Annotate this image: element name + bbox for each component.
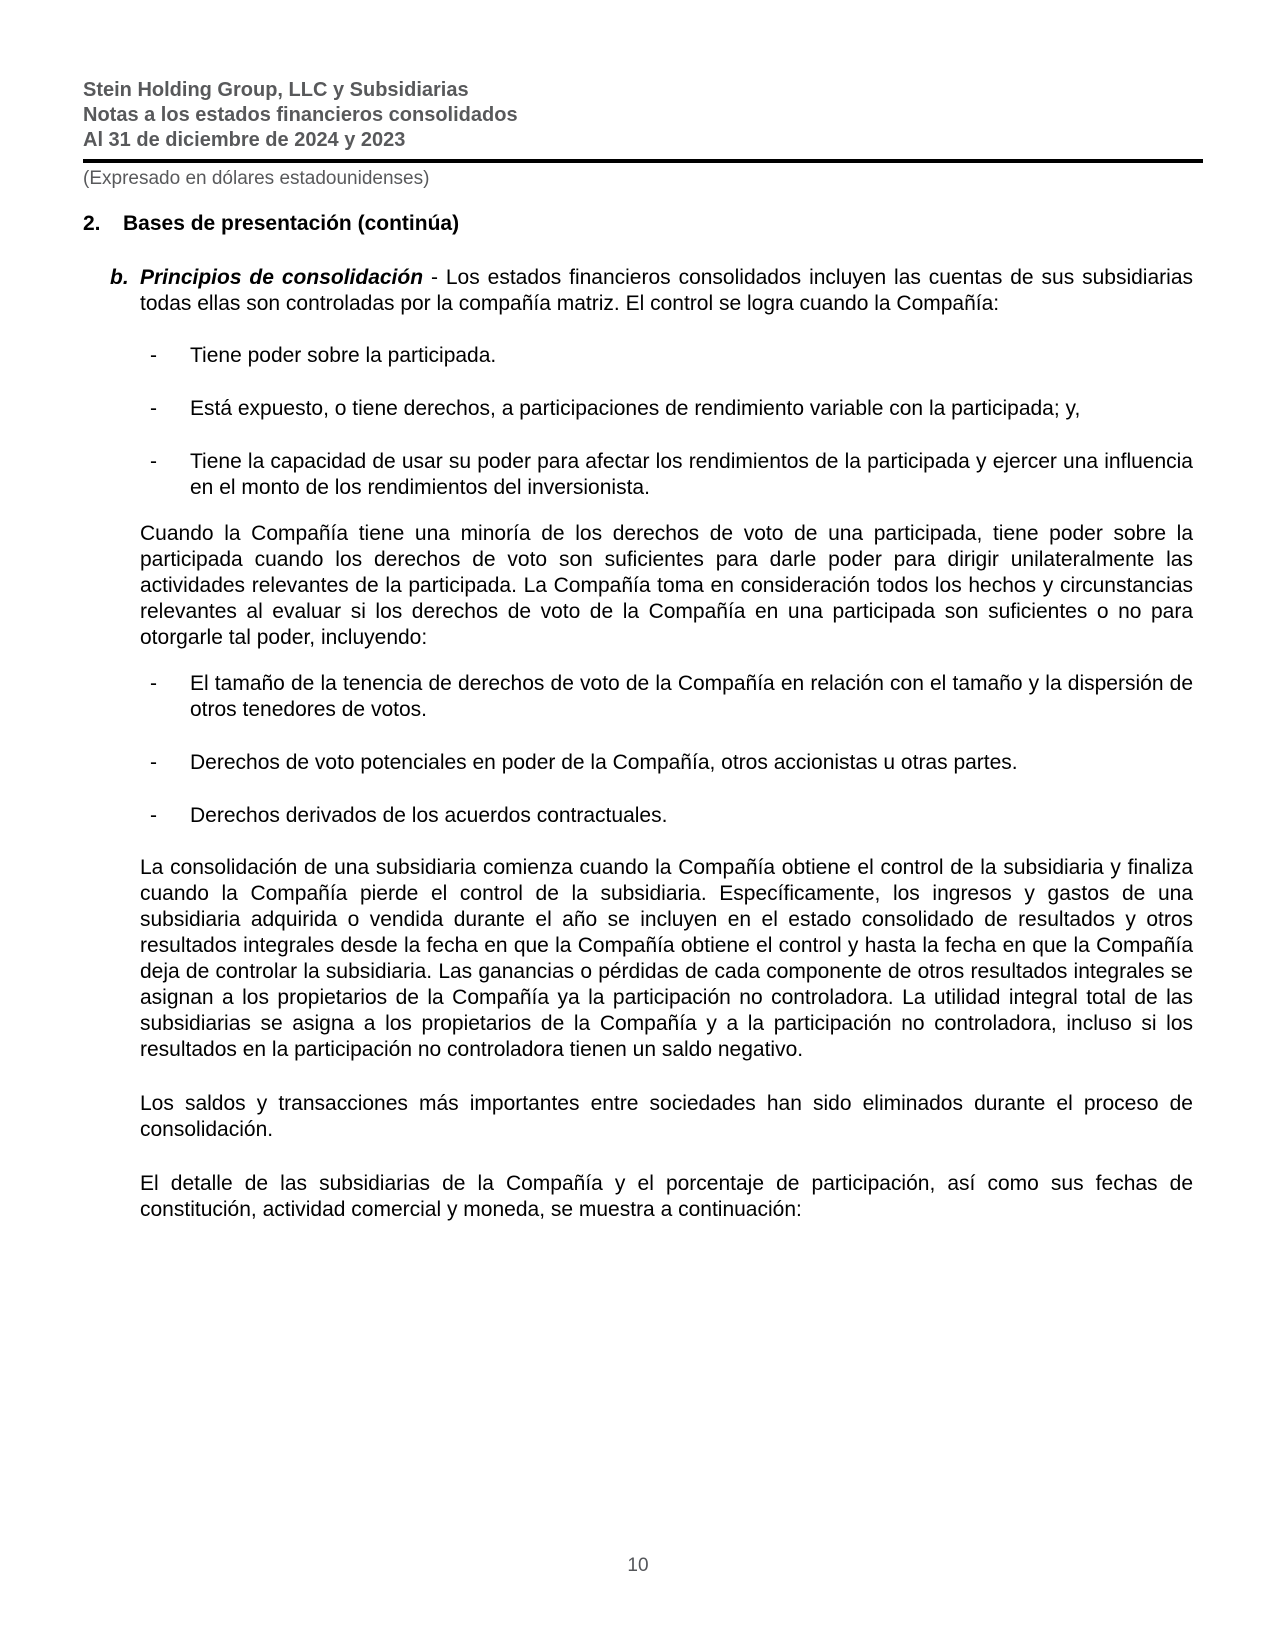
bullet-text: Tiene la capacidad de usar su poder para afectar los rendimientos de la participada y ejercer una influencia en el monto de los rendimientos del inversionista. bbox=[190, 450, 1193, 499]
item-paragraph bbox=[140, 265, 1193, 317]
bullet-dash: - bbox=[150, 751, 157, 774]
paragraph-eliminated-balances: Los saldos y transacciones más importantes entre sociedades han sido eliminados durante el proceso de consolidación. bbox=[140, 1092, 1193, 1141]
bullet-control-3 bbox=[83, 449, 1193, 501]
document-body bbox=[83, 211, 1193, 1223]
bullet-control-2 bbox=[83, 396, 1193, 422]
page-header bbox=[83, 78, 1193, 191]
document-title: Notas a los estados financieros consolidados bbox=[83, 104, 518, 126]
currency-note: (Expresado en dólares estadounidenses) bbox=[83, 168, 430, 189]
bullet-text: El tamaño de la tenencia de derechos de voto de la Compañía en relación con el tamaño y la dispersión de otros tenedores de votos. bbox=[190, 672, 1193, 721]
paragraph-consolidation-period: La consolidación de una subsidiaria comienza cuando la Compañía obtiene el control de la subsidiaria y finaliza cuando la Compañía pierde el control de la subsidiaria. Específicamente, los ingresos y gastos de una subsidiaria adquirida o vendida durante el año se incluyen en el estado consolidado de resultados y otros resultados integrales desde la fecha en que la Compañía obtiene el control y hasta la fecha en que la Compañía deja de controlar la subsidiaria. Las ganancias o pérdidas de cada componente de otros resultados integrales se asignan a los propietarios de la Compañía ya la participación no controladora. La utilidad integral total de las subsidiarias se asigna a los propietarios de la Compañía y a la participación no controladora, incluso si los resultados en la participación no controladora tienen un saldo negativo. bbox=[140, 856, 1193, 1061]
page-footer bbox=[0, 1554, 1276, 1578]
section-number: 2. bbox=[83, 212, 101, 235]
bullet-dash: - bbox=[150, 344, 157, 367]
bullet-dash: - bbox=[150, 672, 157, 695]
company-name: Stein Holding Group, LLC y Subsidiarias bbox=[83, 79, 469, 101]
bullet-dash: - bbox=[150, 804, 157, 827]
bullet-factor-2 bbox=[83, 750, 1193, 776]
section-title: Bases de presentación (continúa) bbox=[123, 212, 460, 235]
bullet-factor-3 bbox=[83, 803, 1193, 829]
bullet-text: Derechos derivados de los acuerdos contractuales. bbox=[190, 804, 668, 827]
bullet-factor-1 bbox=[83, 671, 1193, 723]
item-consolidation-principles bbox=[83, 265, 1193, 317]
paragraph-subsidiaries-detail: El detalle de las subsidiarias de la Compañía y el porcentaje de participación, así como sus fechas de constitución, actividad comercial y moneda, se muestra a continuación: bbox=[140, 1172, 1193, 1221]
bullet-text: Derechos de voto potenciales en poder de la Compañía, otros accionistas u otras partes. bbox=[190, 751, 1018, 774]
page-number: 10 bbox=[627, 1555, 649, 1576]
header-divider bbox=[83, 159, 1203, 163]
bullet-control-1 bbox=[83, 343, 1193, 369]
item-separator: - bbox=[423, 266, 446, 289]
bullet-dash: - bbox=[150, 397, 157, 420]
bullet-dash: - bbox=[150, 450, 157, 473]
paragraph-voting-rights: Cuando la Compañía tiene una minoría de los derechos de voto de una participada, tiene poder sobre la participada cuando los derechos de voto son suficientes para darle poder para dirigir unilateralmente las actividades relevantes de la participada. La Compañía toma en consideración todos los hechos y circunstancias relevantes al evaluar si los derechos de voto de la Compañía en una participada son suficientes o no para otorgarle tal poder, incluyendo: bbox=[140, 522, 1193, 649]
item-lead: Principios de consolidación bbox=[140, 266, 424, 289]
bullet-text: Tiene poder sobre la participada. bbox=[190, 344, 497, 367]
item-text: Los estados financieros consolidados incluyen las cuentas de sus subsidiarias todas ellas son controladas por la compañía matriz. El control se logra cuando la Compañía: bbox=[140, 266, 1193, 315]
bullet-text: Está expuesto, o tiene derechos, a participaciones de rendimiento variable con la participada; y, bbox=[190, 397, 1081, 420]
section-heading bbox=[83, 211, 1193, 237]
report-date: Al 31 de diciembre de 2024 y 2023 bbox=[83, 129, 406, 151]
item-label: b. bbox=[110, 266, 129, 289]
